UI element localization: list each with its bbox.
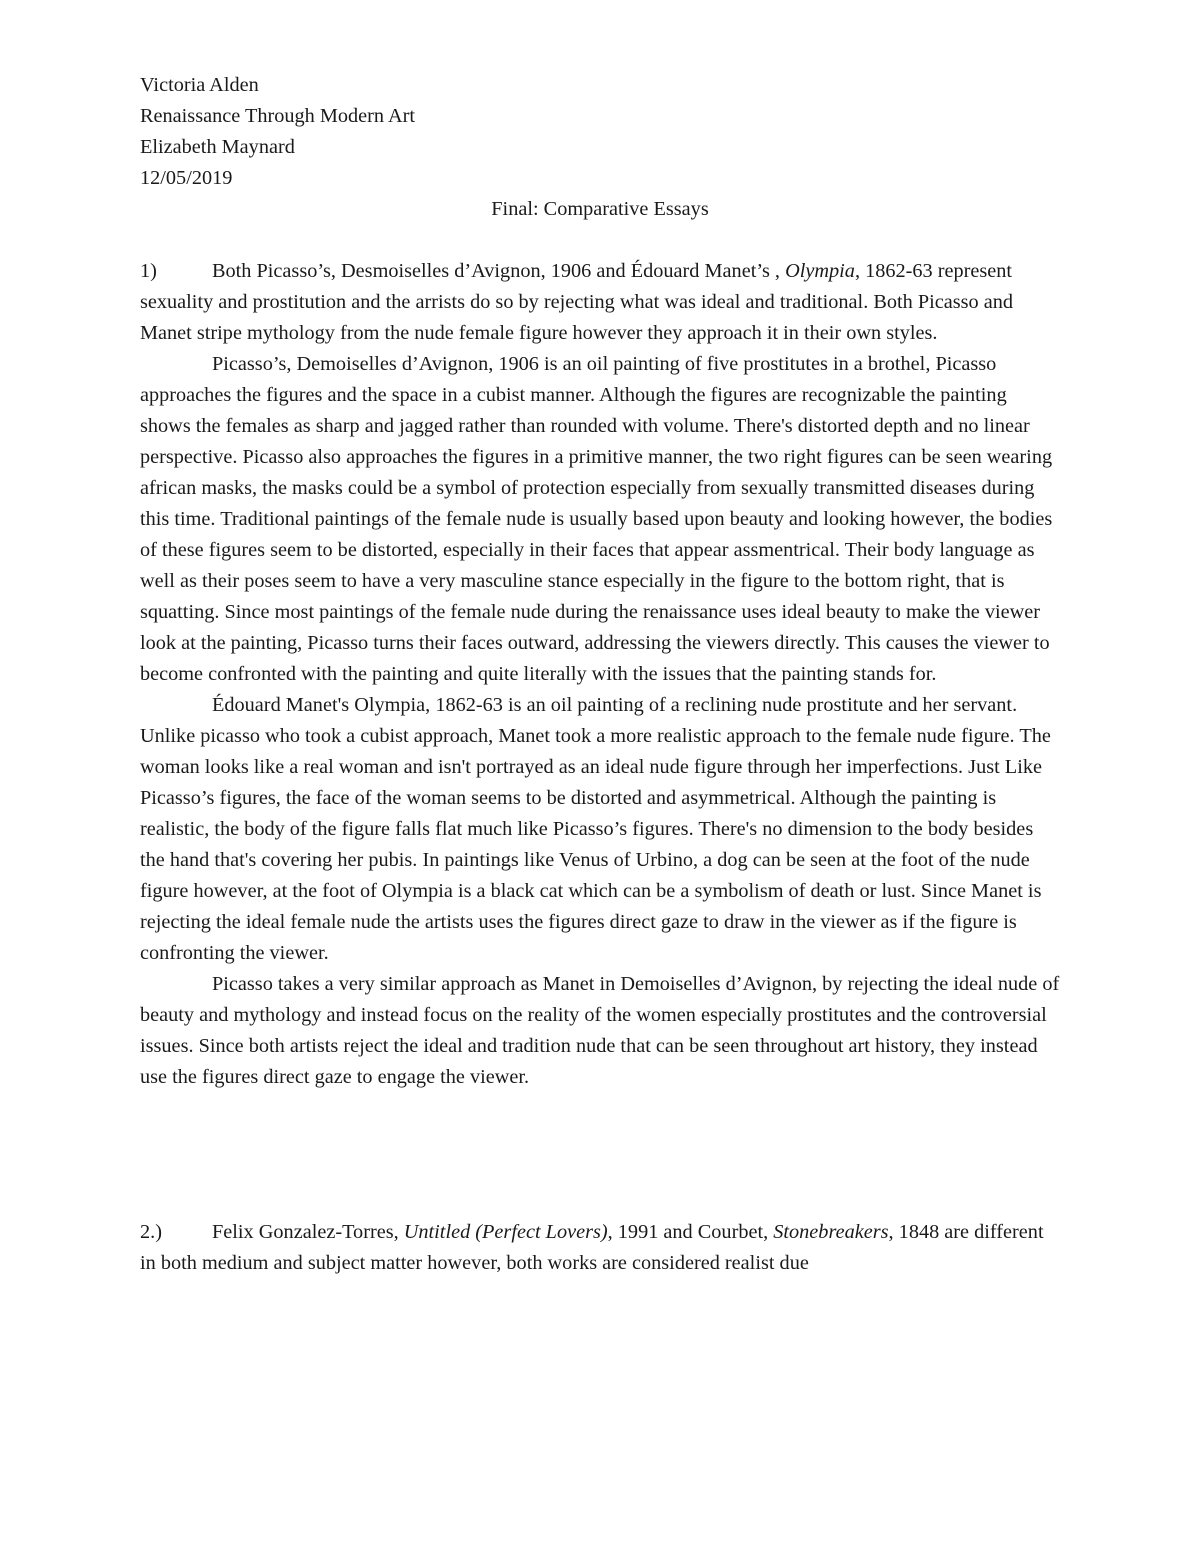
- author-name: Victoria Alden: [140, 74, 259, 96]
- q2-italic-a: Untitled (Perfect Lovers): [403, 1221, 608, 1243]
- q2-text-b: , 1991 and Courbet,: [607, 1221, 774, 1243]
- q1-paragraph-2: Picasso’s, Demoiselles d’Avignon, 1906 is an oil painting of five prostitutes in a brothel, Picasso approaches the figures and the space in a cubist manner. Although the figures are recognizable the painting shows the females as sharp and jagged rather than rounded with volume. There's distorted depth and no linear perspective. Picasso also approaches the figures in a primitive manner, the two right figures can be seen wearing african masks, the masks could be a symbol of protection especially from sexually transmitted diseases during this time. Traditional paintings of the female nude is usually based upon beauty and looking however, the bodies of these figures seem to be distorted, especially in their faces that appear assmentrical. Their body language as well as their poses seem to have a very masculine stance especially in the figure to the bottom right, that is squatting. Since most paintings of the female nude during the renaissance uses ideal beauty to make the viewer look at the painting, Picasso turns their faces outward, addressing the viewers directly. This causes the viewer to become confronted with the painting and quite literally with the issues that the painting stands for.: [140, 353, 1053, 685]
- q1-number: 1): [140, 260, 157, 282]
- course-name: Renaissance Through Modern Art: [140, 105, 416, 127]
- q2-paragraph-1: [140, 1217, 1060, 1279]
- q2-text-a: Felix Gonzalez-Torres,: [212, 1221, 404, 1243]
- q1-paragraph-3: Édouard Manet's Olympia, 1862-63 is an oil painting of a reclining nude prostitute and her servant. Unlike picasso who took a cubist approach, Manet took a more realistic approach to the female nude figure. The woman looks like a real woman and isn't portrayed as an ideal nude figure through her imperfections. Just Like Picasso’s figures, the face of the woman seems to be distorted and asymmetrical. Although the painting is realistic, the body of the figure falls flat much like Picasso’s figures. There's no dimension to the body besides the hand that's covering her pubis. In paintings like Venus of Urbino, a dog can be seen at the foot of the nude figure however, at the foot of Olympia is a black cat which can be a symbolism of death or lust. Since Manet is rejecting the ideal female nude the artists uses the figures direct gaze to draw in the viewer as if the figure is confronting the viewer.: [140, 694, 1051, 964]
- header-block: [140, 70, 1060, 194]
- q1-paragraph-1: [140, 256, 1060, 349]
- q1-intro-a: Both Picasso’s, Desmoiselles d’Avignon, 1906 and Édouard Manet’s ,: [212, 260, 786, 282]
- document-body: [140, 70, 1060, 1279]
- q1-intro-b: , 1862-63 represent sexuality and prostitution and the arrists do so by rejecting what was ideal and traditional. Both Picasso and Manet stripe mythology from the nude female figure however they approach it in their own styles.: [140, 260, 1014, 344]
- q2-number: 2.): [140, 1221, 162, 1243]
- q2-text-c: , 1848 are different in both medium and subject matter however, both works are considered realist due: [140, 1221, 1044, 1274]
- q1-intro-italic: Olympia: [785, 260, 855, 282]
- q2-italic-b: Stonebreakers: [773, 1221, 889, 1243]
- document-date: 12/05/2019: [140, 167, 233, 189]
- instructor-name: Elizabeth Maynard: [140, 136, 295, 158]
- q1-paragraph-4: Picasso takes a very similar approach as Manet in Demoiselles d’Avignon, by rejecting the ideal nude of beauty and mythology and instead focus on the reality of the women especially prostitutes and the controversial issues. Since both artists reject the ideal and tradition nude that can be seen throughout art history, they instead use the figures direct gaze to engage the viewer.: [140, 973, 1060, 1088]
- document-title: Final: Comparative Essays: [491, 198, 709, 220]
